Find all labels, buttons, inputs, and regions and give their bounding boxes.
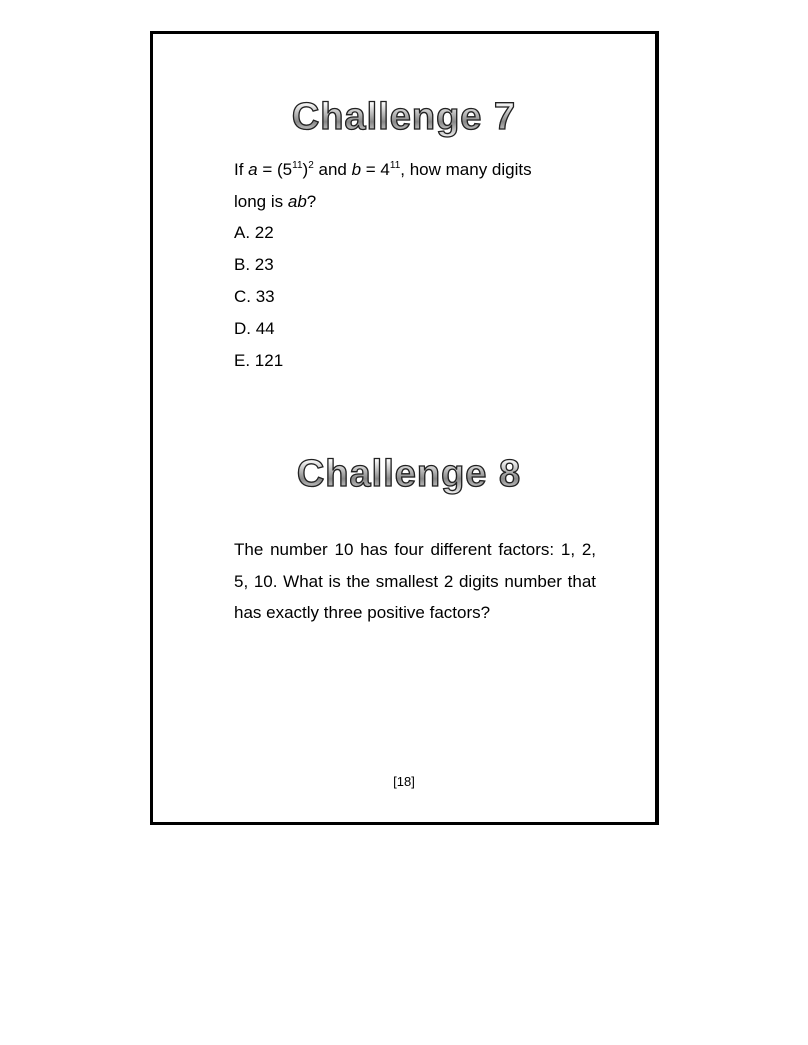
page xyxy=(150,31,659,825)
option-d: D. 44 xyxy=(234,319,275,338)
option-a: A. 22 xyxy=(234,223,274,242)
page-number: [18] xyxy=(393,774,415,789)
option-e: E. 121 xyxy=(234,351,284,370)
challenge-7-heading: Challenge 7 xyxy=(153,96,655,139)
challenge-8-question: The number 10 has four different factors: 1, 2, 5, 10. What is the smallest 2 digits number that has exactly three positive factors? xyxy=(234,540,596,623)
challenge-8-heading: Challenge 8 xyxy=(163,453,655,496)
challenge-7-question-line1: If $a = (5^{11})^2$ and $b = 4^{11}$, how many digits xyxy=(234,160,532,179)
option-b: B. 23 xyxy=(234,255,274,274)
challenge-7-question-line2: long is ab? xyxy=(234,192,317,211)
option-c: C. 33 xyxy=(234,287,275,306)
